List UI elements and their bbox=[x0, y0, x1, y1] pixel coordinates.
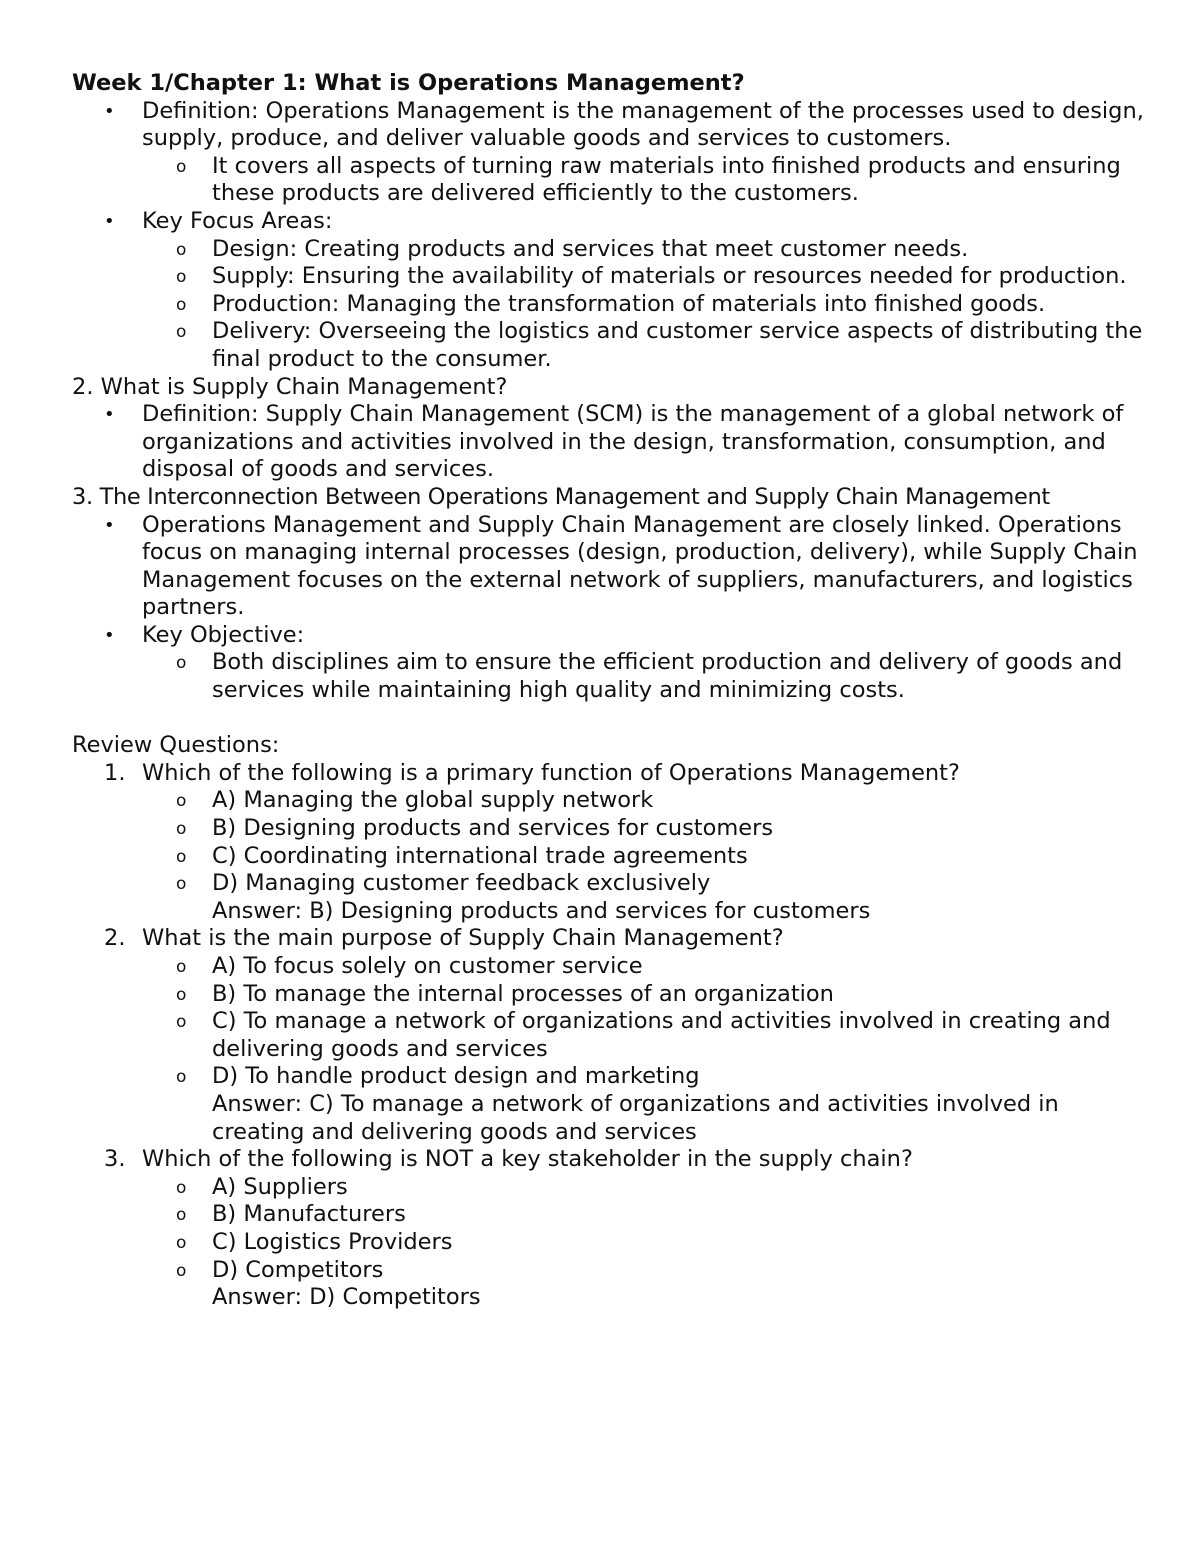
option-text: C) Coordinating international trade agreements bbox=[212, 842, 748, 869]
scm-definition-text: Definition: Supply Chain Management (SCM) is the management of a global network of organizations and activities involved in the design, transformation, consumption, and disposal of goods and services. bbox=[142, 401, 1124, 483]
circle-bullet-icon: o bbox=[176, 791, 187, 812]
key-objective-label: Key Objective: bbox=[142, 621, 305, 648]
ops-definition-subtext: It covers all aspects of turning raw materials into finished products and ensuring these products are delivered efficiently to the customers. bbox=[212, 152, 1121, 207]
answer-option bbox=[72, 1063, 1152, 1091]
circle-bullet-icon: o bbox=[176, 294, 187, 315]
bullet-icon: • bbox=[104, 210, 115, 232]
key-objective-item bbox=[72, 622, 1152, 650]
bullet-icon: • bbox=[104, 100, 115, 122]
answer-option bbox=[72, 1174, 1152, 1202]
circle-bullet-icon: o bbox=[176, 874, 187, 895]
answer-option bbox=[72, 1008, 1152, 1063]
option-text: C) Logistics Providers bbox=[212, 1228, 453, 1255]
bullet-icon: • bbox=[104, 624, 115, 646]
focus-area-design: Design: Creating products and services that meet customer needs. bbox=[212, 235, 969, 262]
circle-bullet-icon: o bbox=[176, 1012, 187, 1033]
interconnection-text: Operations Management and Supply Chain Management are closely linked. Operations focus on managing internal processes (design, production, delivery), while Supply Chain Management focuses on the external network of suppliers, manufacturers, and logistics partners. bbox=[142, 511, 1138, 621]
focus-area-item bbox=[72, 236, 1152, 264]
circle-bullet-icon: o bbox=[176, 1067, 187, 1088]
option-text: C) To manage a network of organizations and activities involved in creating and delivering goods and services bbox=[212, 1008, 1111, 1062]
blank-line bbox=[72, 705, 1152, 733]
focus-area-production: Production: Managing the transformation of materials into finished goods. bbox=[212, 290, 1046, 317]
answer-option bbox=[72, 1257, 1152, 1285]
answer-option bbox=[72, 1229, 1152, 1257]
focus-area-delivery: Delivery: Overseeing the logistics and customer service aspects of distributing the final product to the consumer. bbox=[212, 318, 1143, 372]
answer-option bbox=[72, 870, 1152, 898]
circle-bullet-icon: o bbox=[176, 819, 187, 840]
answer-option bbox=[72, 843, 1152, 871]
option-text: A) Suppliers bbox=[212, 1173, 348, 1200]
answer-text: Answer: D) Competitors bbox=[212, 1284, 481, 1311]
bullet-icon: • bbox=[104, 404, 115, 426]
option-text: D) To handle product design and marketing bbox=[212, 1063, 700, 1090]
question-number: 3. bbox=[104, 1146, 126, 1173]
answer-option bbox=[72, 981, 1152, 1009]
focus-area-item bbox=[72, 318, 1152, 373]
focus-area-supply: Supply: Ensuring the availability of materials or resources needed for production. bbox=[212, 263, 1127, 290]
focus-area-item bbox=[72, 263, 1152, 291]
key-focus-item bbox=[72, 208, 1152, 236]
question-3 bbox=[72, 1146, 1152, 1174]
question-text: Which of the following is NOT a key stakeholder in the supply chain? bbox=[142, 1146, 913, 1173]
option-text: A) Managing the global supply network bbox=[212, 787, 654, 814]
circle-bullet-icon: o bbox=[176, 1177, 187, 1198]
objective-text: Both disciplines aim to ensure the efficient production and delivery of goods and services while maintaining high quality and minimizing costs. bbox=[212, 649, 1123, 704]
interconnection-heading: 3. The Interconnection Between Operations Management and Supply Chain Management bbox=[72, 483, 1050, 510]
circle-bullet-icon: o bbox=[176, 156, 187, 177]
circle-bullet-icon: o bbox=[176, 239, 187, 260]
focus-area-item bbox=[72, 291, 1152, 319]
circle-bullet-icon: o bbox=[176, 653, 187, 674]
key-focus-label: Key Focus Areas: bbox=[142, 207, 333, 234]
answer-option bbox=[72, 787, 1152, 815]
circle-bullet-icon: o bbox=[176, 1205, 187, 1226]
circle-bullet-icon: o bbox=[176, 846, 187, 867]
objective-subitem bbox=[72, 649, 1152, 704]
option-text: D) Competitors bbox=[212, 1256, 384, 1283]
circle-bullet-icon: o bbox=[176, 1260, 187, 1281]
answer-option bbox=[72, 1201, 1152, 1229]
circle-bullet-icon: o bbox=[176, 267, 187, 288]
answer-option bbox=[72, 953, 1152, 981]
circle-bullet-icon: o bbox=[176, 1232, 187, 1253]
question-number: 1. bbox=[104, 759, 126, 786]
question-number: 2. bbox=[104, 925, 126, 952]
question-2 bbox=[72, 925, 1152, 953]
ops-definition-text: Definition: Operations Management is the management of the processes used to design, supply, produce, and deliver valuable goods and services to customers. bbox=[142, 97, 1144, 152]
interconnection-item bbox=[72, 512, 1152, 622]
ops-definition-subitem bbox=[72, 153, 1152, 208]
circle-bullet-icon: o bbox=[176, 957, 187, 977]
answer-option bbox=[72, 815, 1152, 843]
question-text: Which of the following is a primary function of Operations Management? bbox=[142, 759, 960, 786]
question-1 bbox=[72, 760, 1152, 788]
ops-definition-item bbox=[72, 98, 1152, 153]
circle-bullet-icon: o bbox=[176, 322, 187, 343]
answer-text: Answer: C) To manage a network of organizations and activities involved in creating and delivering goods and services bbox=[212, 1090, 1059, 1145]
scm-heading: 2. What is Supply Chain Management? bbox=[72, 373, 508, 400]
option-text: D) Managing customer feedback exclusively bbox=[212, 870, 711, 897]
option-text: B) Designing products and services for customers bbox=[212, 815, 774, 842]
bullet-icon: • bbox=[104, 514, 115, 536]
option-text: A) To focus solely on customer service bbox=[212, 953, 643, 979]
question-text: What is the main purpose of Supply Chain Management? bbox=[142, 925, 784, 952]
scm-definition-item bbox=[72, 401, 1152, 484]
option-text: B) Manufacturers bbox=[212, 1201, 406, 1228]
review-heading: Review Questions: bbox=[72, 732, 280, 759]
answer-text: Answer: B) Designing products and services for customers bbox=[212, 897, 871, 924]
document-content bbox=[72, 70, 1152, 1312]
circle-bullet-icon: o bbox=[176, 984, 187, 1005]
chapter-title: Week 1/Chapter 1: What is Operations Management? bbox=[72, 70, 745, 96]
option-text: B) To manage the internal processes of an organization bbox=[212, 980, 834, 1007]
